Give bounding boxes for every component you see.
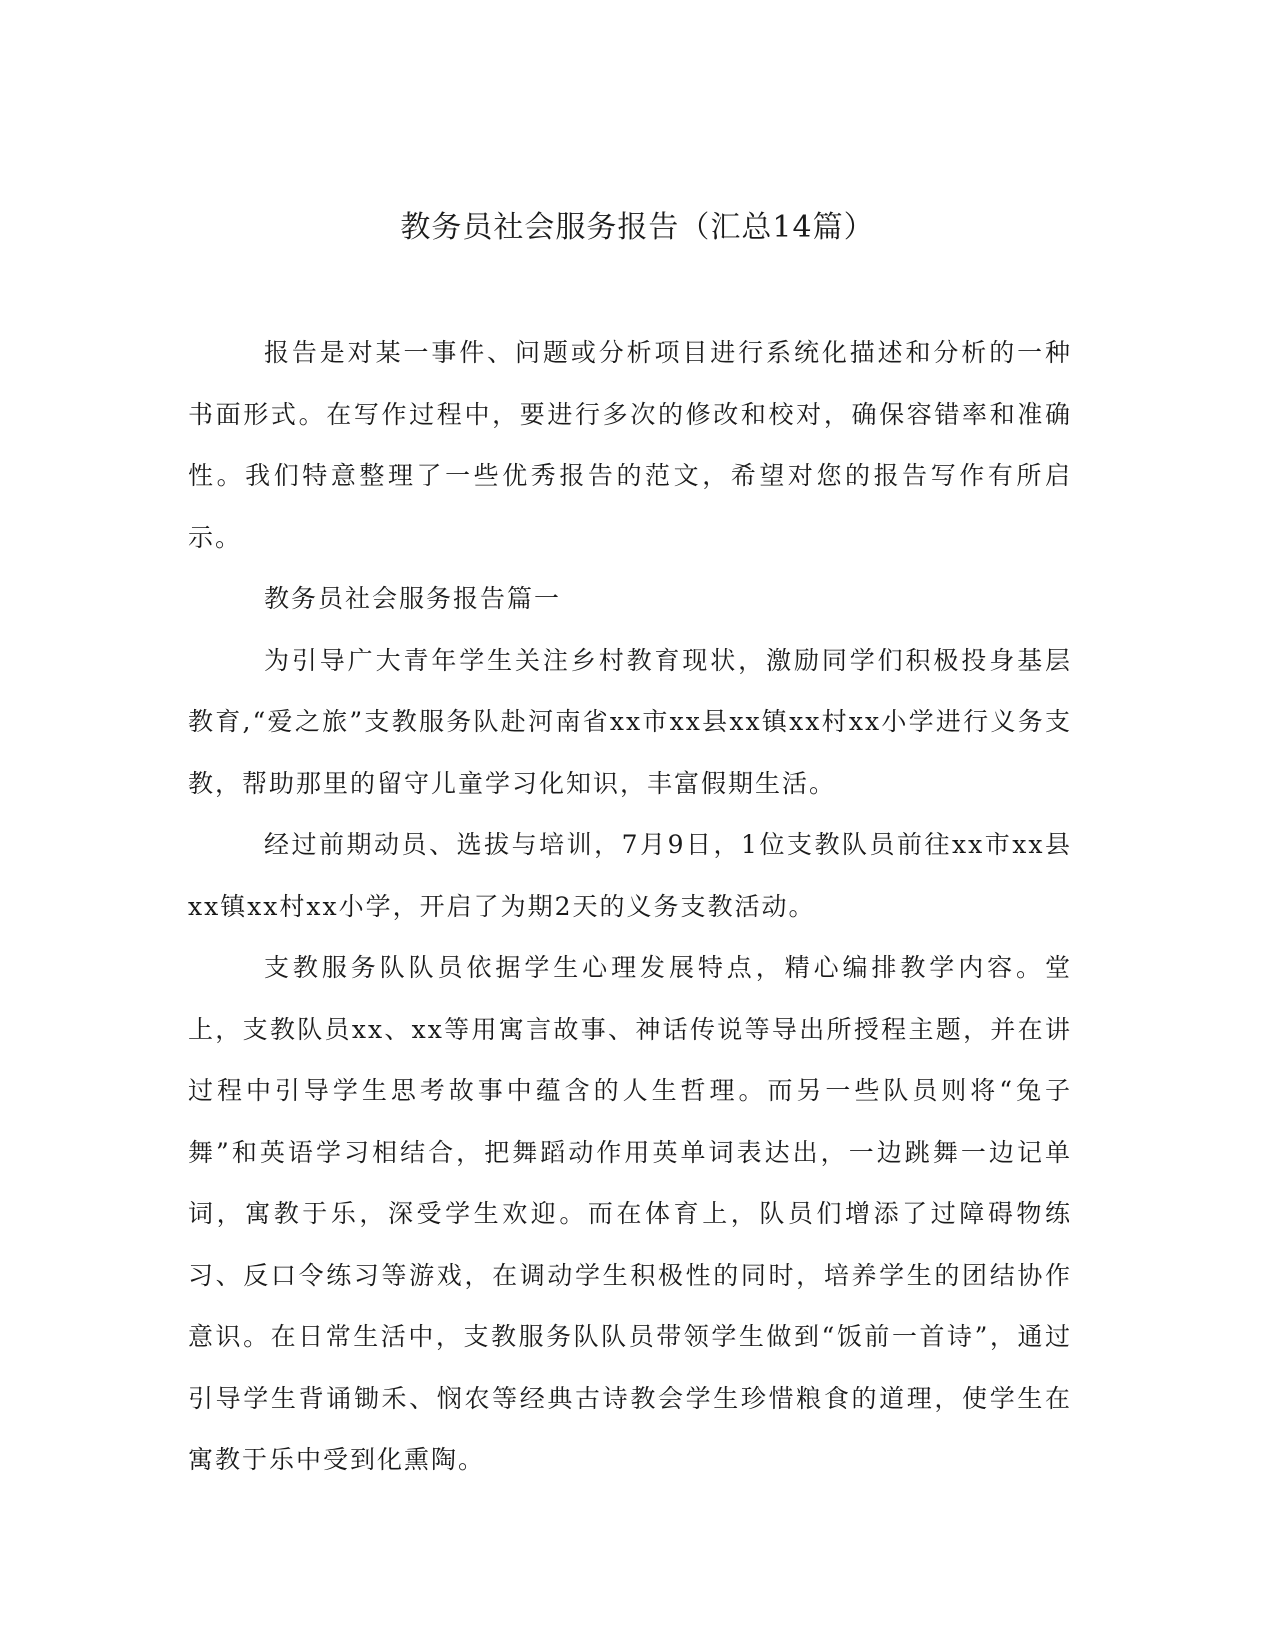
intro-paragraph: 报告是对某一事件、问题或分析项目进行系统化描述和分析的一种书面形式。在写作过程中，要进行多次的修改和校对，确保容错率和准确性。我们特意整理了一些优秀报告的范文，希望对您的报告写作有所启示。 (188, 338, 1072, 552)
document-body (188, 322, 1072, 1491)
body-paragraph: 为引导广大青年学生关注乡村教育现状，激励同学们积极投身基层教育,“爱之旅”支教服务队赴河南省xx市xx县xx镇xx村xx小学进行义务支教，帮助那里的留守儿童学习化知识，丰富假期生活。 (188, 645, 1072, 798)
body-paragraph: 支教服务队队员依据学生心理发展特点，精心编排教学内容。堂上，支教队员xx、xx等用寓言故事、神话传说等导出所授程主题，并在讲过程中引导学生思考故事中蕴含的人生哲理。而另一些队员则将“兔子舞”和英语学习相结合，把舞蹈动作用英单词表达出，一边跳舞一边记单词，寓教于乐，深受学生欢迎。而在体育上，队员们增添了过障碍物练习、反口令练习等游戏，在调动学生积极性的同时，培养学生的团结协作意识。在日常生活中，支教服务队队员带领学生做到“饭前一首诗”，通过引导学生背诵锄禾、悯农等经典古诗教会学生珍惜粮食的道理，使学生在寓教于乐中受到化熏陶。 (188, 953, 1072, 1474)
body-paragraph: 经过前期动员、选拔与培训，7月9日，1位支教队员前往xx市xx县xx镇xx村xx小学，开启了为期2天的义务支教活动。 (188, 830, 1072, 921)
document-title: 教务员社会服务报告（汇总14篇） (400, 210, 875, 245)
section-heading: 教务员社会服务报告篇一 (264, 584, 562, 613)
